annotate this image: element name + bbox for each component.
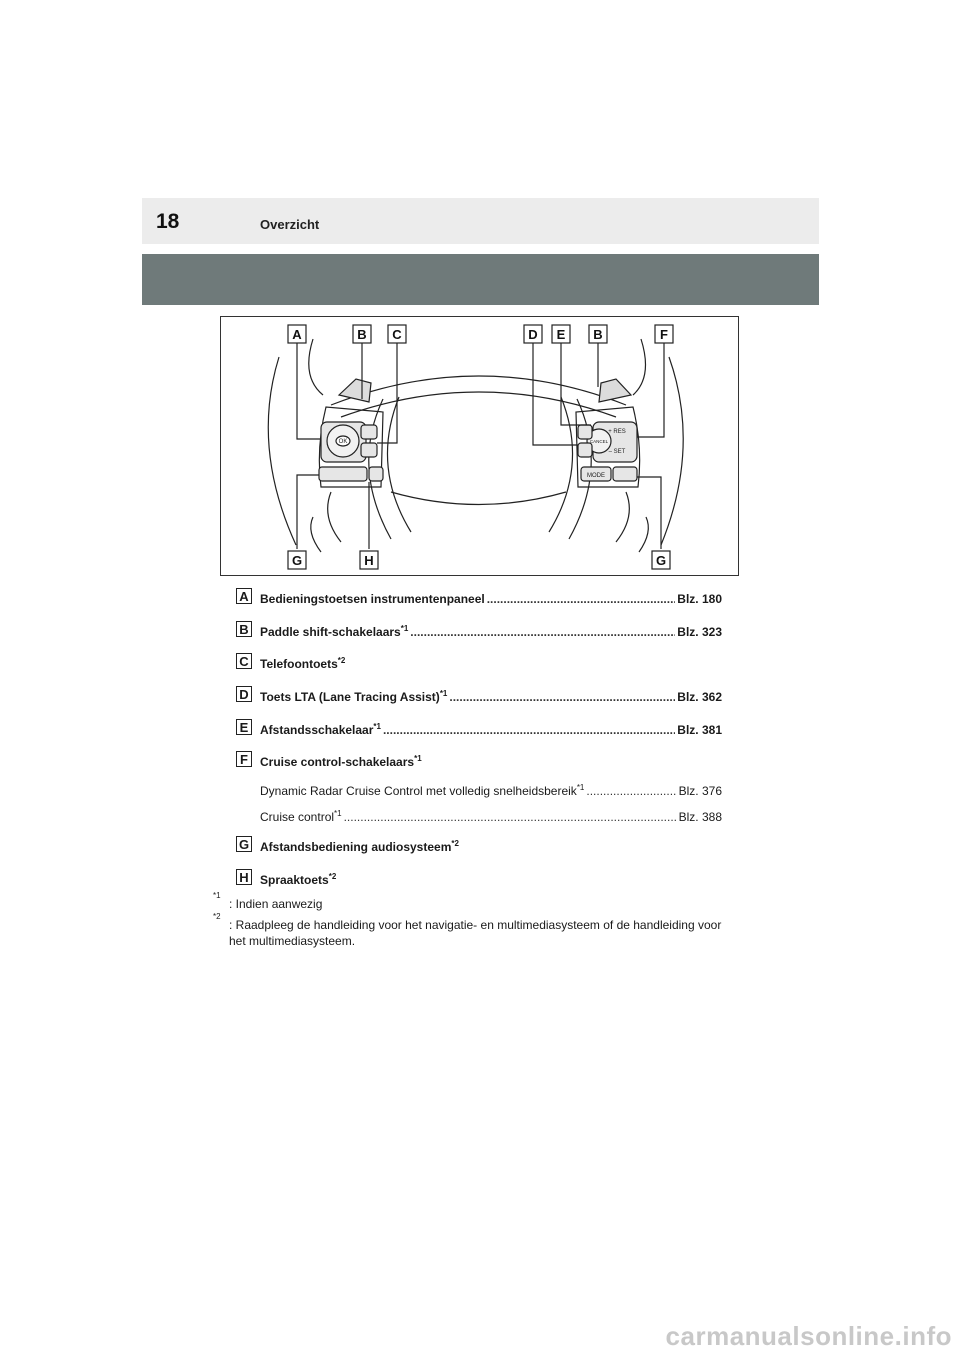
item-row xyxy=(260,810,722,824)
mode-button-label: MODE xyxy=(587,473,605,479)
cancel-button-label: CANCEL xyxy=(589,439,609,444)
footnote-ref: *1 xyxy=(414,754,422,764)
item-d xyxy=(236,686,736,719)
item-label xyxy=(260,592,485,606)
footnote-ref: *2 xyxy=(337,656,346,666)
item-row xyxy=(260,657,722,671)
callout-label-d: D xyxy=(528,327,538,342)
item-label xyxy=(260,784,584,798)
res-button-label: + RES xyxy=(608,429,626,435)
item-row xyxy=(260,690,722,704)
letter-badge: H xyxy=(236,869,252,885)
section-title: Overzicht xyxy=(260,217,320,232)
item-label xyxy=(260,840,459,854)
item-label xyxy=(260,657,345,671)
item-label-text: Toets LTA (Lane Tracing Assist) xyxy=(260,690,440,705)
item-row xyxy=(260,723,722,737)
callout-label-b: B xyxy=(593,327,603,342)
set-button-label: – SET xyxy=(608,449,626,455)
watermark: carmanualsonline.info xyxy=(665,1321,952,1351)
callout-label-h: H xyxy=(364,553,374,568)
leader-dots xyxy=(449,690,675,704)
item-label-text: Spraaktoets xyxy=(260,872,329,887)
item-a xyxy=(236,588,736,621)
steering-wheel-illustration xyxy=(221,317,738,575)
page-reference: Blz. 323 xyxy=(677,624,722,639)
footnote-text: : Indien aanwezig xyxy=(229,897,323,911)
footnotes xyxy=(213,891,733,954)
footnote-ref: *1 xyxy=(439,689,448,699)
footnote-ref: *2 xyxy=(451,839,459,849)
leader-dots xyxy=(410,625,675,639)
item-label xyxy=(260,873,336,887)
item-label xyxy=(260,755,422,769)
callout-label-c: C xyxy=(392,327,402,342)
item-c xyxy=(236,653,736,686)
item-row xyxy=(260,755,722,769)
item-e xyxy=(236,719,736,752)
leader-dots xyxy=(344,810,677,824)
footnote-ref: *1 xyxy=(400,623,409,633)
item-label xyxy=(260,810,342,824)
letter-badge: F xyxy=(236,751,252,767)
item-row xyxy=(260,840,722,854)
callout-label-f: F xyxy=(660,327,668,342)
callout-label-e: E xyxy=(556,327,566,342)
page-number: 18 xyxy=(156,210,180,233)
page-reference: Blz. 388 xyxy=(678,810,722,825)
item-label-text: Paddle shift-schakelaars xyxy=(260,624,401,639)
letter-badge: G xyxy=(236,836,252,852)
item-list xyxy=(236,588,736,902)
item-label xyxy=(260,625,408,639)
footnote-ref: *1 xyxy=(334,809,342,819)
item-label-text: Telefoontoets xyxy=(260,657,338,672)
item-row xyxy=(260,784,722,798)
header-bar xyxy=(142,198,819,244)
footnote-text: : Raadpleeg de handleiding voor het navigatie- en multimediasysteem of de handleiding voor het multimediasysteem. xyxy=(229,918,722,948)
item-label-text: Bedieningstoetsen instrumentenpaneel xyxy=(260,592,485,606)
letter-badge: D xyxy=(236,686,252,702)
subitem xyxy=(236,810,736,836)
item-label-text: Afstandsbediening audiosysteem xyxy=(260,840,452,855)
item-label-text: Afstandsschakelaar xyxy=(260,722,374,737)
steering-wheel-figure xyxy=(220,316,739,576)
item-row xyxy=(260,625,722,639)
item-row xyxy=(260,873,722,887)
ok-button-label: OK xyxy=(338,439,348,445)
item-f xyxy=(236,751,736,784)
callout-label-g: G xyxy=(655,553,667,568)
footnote: *1 : Indien aanwezig xyxy=(213,891,323,911)
item-label xyxy=(260,723,381,737)
item-b xyxy=(236,621,736,654)
item-row xyxy=(260,592,722,606)
section-band xyxy=(142,254,819,305)
letter-badge: E xyxy=(236,719,252,735)
page-reference: Blz. 381 xyxy=(677,722,722,737)
letter-badge: A xyxy=(236,588,252,604)
item-label-text: Cruise control xyxy=(260,810,335,825)
page-reference: Blz. 180 xyxy=(677,592,722,606)
item-label xyxy=(260,690,447,704)
callout-label-g: G xyxy=(291,553,303,568)
subitem xyxy=(236,784,736,810)
page-reference: Blz. 376 xyxy=(678,784,722,799)
leader-dots xyxy=(586,784,676,798)
callout-label-b: B xyxy=(357,327,367,342)
item-label-text: Cruise control-schakelaars xyxy=(260,755,415,770)
item-g xyxy=(236,836,736,869)
callout-label-a: A xyxy=(292,327,302,342)
letter-badge: C xyxy=(236,653,252,669)
footnote: *2 : Raadpleeg de handleiding voor het navigatie- en multimediasysteem of de handleiding voor het multimediasysteem. xyxy=(213,912,722,948)
footnote-ref: *1 xyxy=(576,783,585,793)
page-reference: Blz. 362 xyxy=(677,690,722,705)
footnote-ref: *1 xyxy=(373,721,381,731)
leader-dots xyxy=(487,592,676,606)
footnote-ref: *2 xyxy=(328,871,337,881)
letter-badge: B xyxy=(236,621,252,637)
item-label-text: Dynamic Radar Cruise Control met volledig snelheidsbereik xyxy=(260,784,577,799)
leader-dots xyxy=(383,723,675,737)
